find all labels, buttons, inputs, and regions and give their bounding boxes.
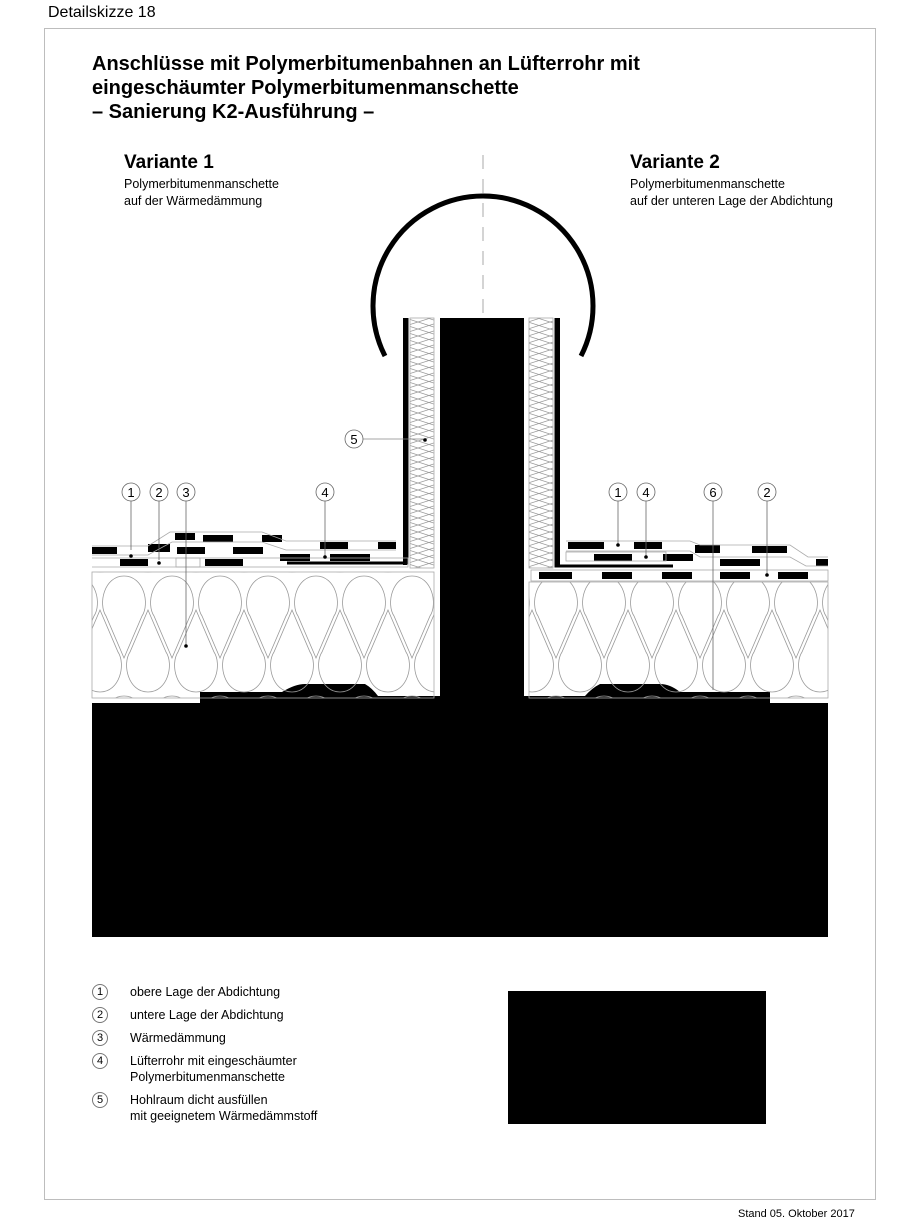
redacted-block <box>508 991 766 1124</box>
thermal-insulation-right <box>529 582 828 698</box>
title-line-3: – Sanierung K2-Ausführung – <box>92 101 375 123</box>
legend-number: 2 <box>92 1007 108 1023</box>
variant-1-desc-1: Polymerbitumenmanschette <box>124 177 279 191</box>
callout-2-right: 2 <box>763 485 771 500</box>
title-line-2: eingeschäumter Polymerbitumenmanschette <box>92 77 519 99</box>
callout-1-left: 1 <box>127 485 135 500</box>
legend-text: untere Lage der Abdichtung <box>130 1008 284 1022</box>
membrane-layers-right <box>539 542 828 579</box>
callout-1-right: 1 <box>614 485 622 500</box>
cavity-insulation-right <box>529 318 553 568</box>
callout-3-left: 3 <box>182 485 190 500</box>
title-line-1: Anschlüsse mit Polymerbitumenbahnen an Lüfterrohr mit <box>92 53 640 75</box>
legend-text-cont: mit geeignetem Wärmedämmstoff <box>130 1109 318 1123</box>
legend-text-cont: Polymerbitumenmanschette <box>130 1070 285 1084</box>
legend-number: 3 <box>92 1030 108 1046</box>
callout-6-right: 6 <box>709 485 717 500</box>
callout-4-right: 4 <box>642 485 650 500</box>
collar-flange-right <box>556 318 673 566</box>
legend-item <box>92 1053 317 1085</box>
cavity-insulation-left <box>410 318 434 568</box>
legend-text: Lüfterrohr mit eingeschäumter <box>130 1054 297 1068</box>
callout-5-label: 5 <box>350 432 358 447</box>
legend <box>92 984 317 1131</box>
legend-text: Hohlraum dicht ausfüllen <box>130 1093 268 1107</box>
sheet-label: Detailskizze 18 <box>48 4 156 21</box>
revision-date: Stand 05. Oktober 2017 <box>738 1208 855 1220</box>
variant-1-heading: Variante 1 <box>124 152 214 173</box>
variant-2-desc-2: auf der unteren Lage der Abdichtung <box>630 194 833 208</box>
legend-item <box>92 1007 317 1023</box>
callout-2-left: 2 <box>155 485 163 500</box>
legend-text: Wärmedämmung <box>130 1031 226 1045</box>
legend-number: 4 <box>92 1053 108 1069</box>
legend-item <box>92 984 317 1000</box>
legend-text: obere Lage der Abdichtung <box>130 985 281 999</box>
legend-number: 1 <box>92 984 108 1000</box>
thermal-insulation-left <box>92 572 434 698</box>
variant-2-desc-1: Polymerbitumenmanschette <box>630 177 785 191</box>
legend-item <box>92 1030 317 1046</box>
variant-2-heading: Variante 2 <box>630 152 720 173</box>
callout-4-left: 4 <box>321 485 329 500</box>
legend-number: 5 <box>92 1092 108 1108</box>
variant-1-desc-2: auf der Wärmedämmung <box>124 194 263 208</box>
legend-item <box>92 1092 317 1124</box>
membrane-layers-left <box>92 533 396 566</box>
